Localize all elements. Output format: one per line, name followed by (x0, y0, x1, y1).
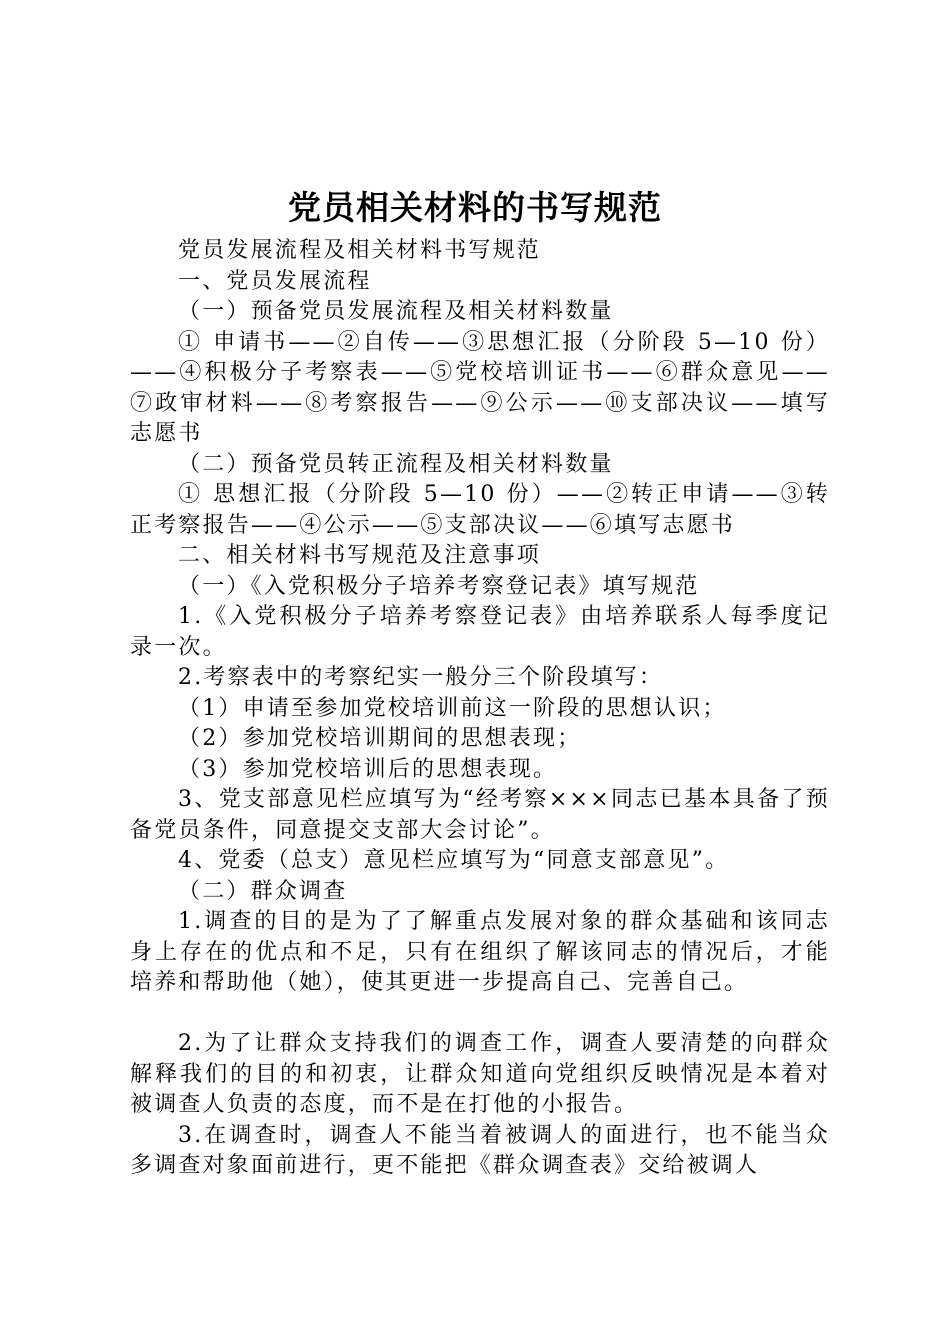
blank-line (130, 999, 830, 1030)
subsection-heading: （二）预备党员转正流程及相关材料数量 (178, 451, 614, 477)
subtitle-paragraph: 党员发展流程及相关材料书写规范 (178, 238, 542, 263)
body-paragraph: 2.考察表中的考察纪实一般分三个阶段填写： (178, 665, 664, 690)
body-paragraph: 1.《入党积极分子培养考察登记表》由培养联系人每季度记录一次。 (130, 604, 830, 660)
list-item: （3）参加党校培训后的思想表现。 (178, 756, 558, 782)
body-paragraph: 3、党支部意见栏应填写为“经考察×××同志已基本具备了预备党员条件，同意提交支部大会讨论”。 (130, 787, 830, 843)
body-paragraph: ① 申请书——②自传——③思想汇报（分阶段 5—10 份）——④积极分子考察表——⑤党校培训证书——⑥群众意见——⑦政审材料——⑧考察报告——⑨公示——⑩支部决议——填写志愿书 (130, 329, 830, 446)
body-paragraph: ① 思想汇报（分阶段 5—10 份）——②转正申请——③转正考察报告——④公示——⑤支部决议——⑥填写志愿书 (130, 482, 830, 538)
section-heading: 二、相关材料书写规范及注意事项 (178, 543, 542, 568)
subsection-heading: （一）预备党员发展流程及相关材料数量 (178, 299, 614, 324)
list-item: （2）参加党校培训期间的思想表现； (178, 726, 582, 751)
subsection-heading: （一）《入党积极分子培养考察登记表》填写规范 (178, 573, 700, 599)
section-heading: 一、党员发展流程 (178, 268, 372, 294)
body-paragraph: 2.为了让群众支持我们的调查工作，调查人要清楚的向群众解释我们的目的和初衷，让群众知道向党组织反映情况是本着对被调查人负责的态度，而不是在打他的小报告。 (130, 1031, 830, 1117)
body-paragraph: 3.在调查时，调查人不能当着被调人的面进行，也不能当众多调查对象面前进行，更不能把《群众调查表》交给被调人 (130, 1122, 830, 1178)
list-item: （1）申请至参加党校培训前这一阶段的思想认识； (178, 695, 727, 721)
document-body (130, 236, 830, 1182)
body-paragraph: 1.调查的目的是为了了解重点发展对象的群众基础和该同志身上存在的优点和不足，只有在组织了解该同志的情况后，才能培养和帮助他（她），使其更进一步提高自己、完善自己。 (130, 909, 830, 995)
subsection-heading: （二）群众调查 (178, 878, 348, 904)
body-paragraph: 4、党委（总支）意见栏应填写为“同意支部意见”。 (178, 848, 730, 873)
document-title: 党员相关材料的书写规范 (288, 188, 662, 227)
